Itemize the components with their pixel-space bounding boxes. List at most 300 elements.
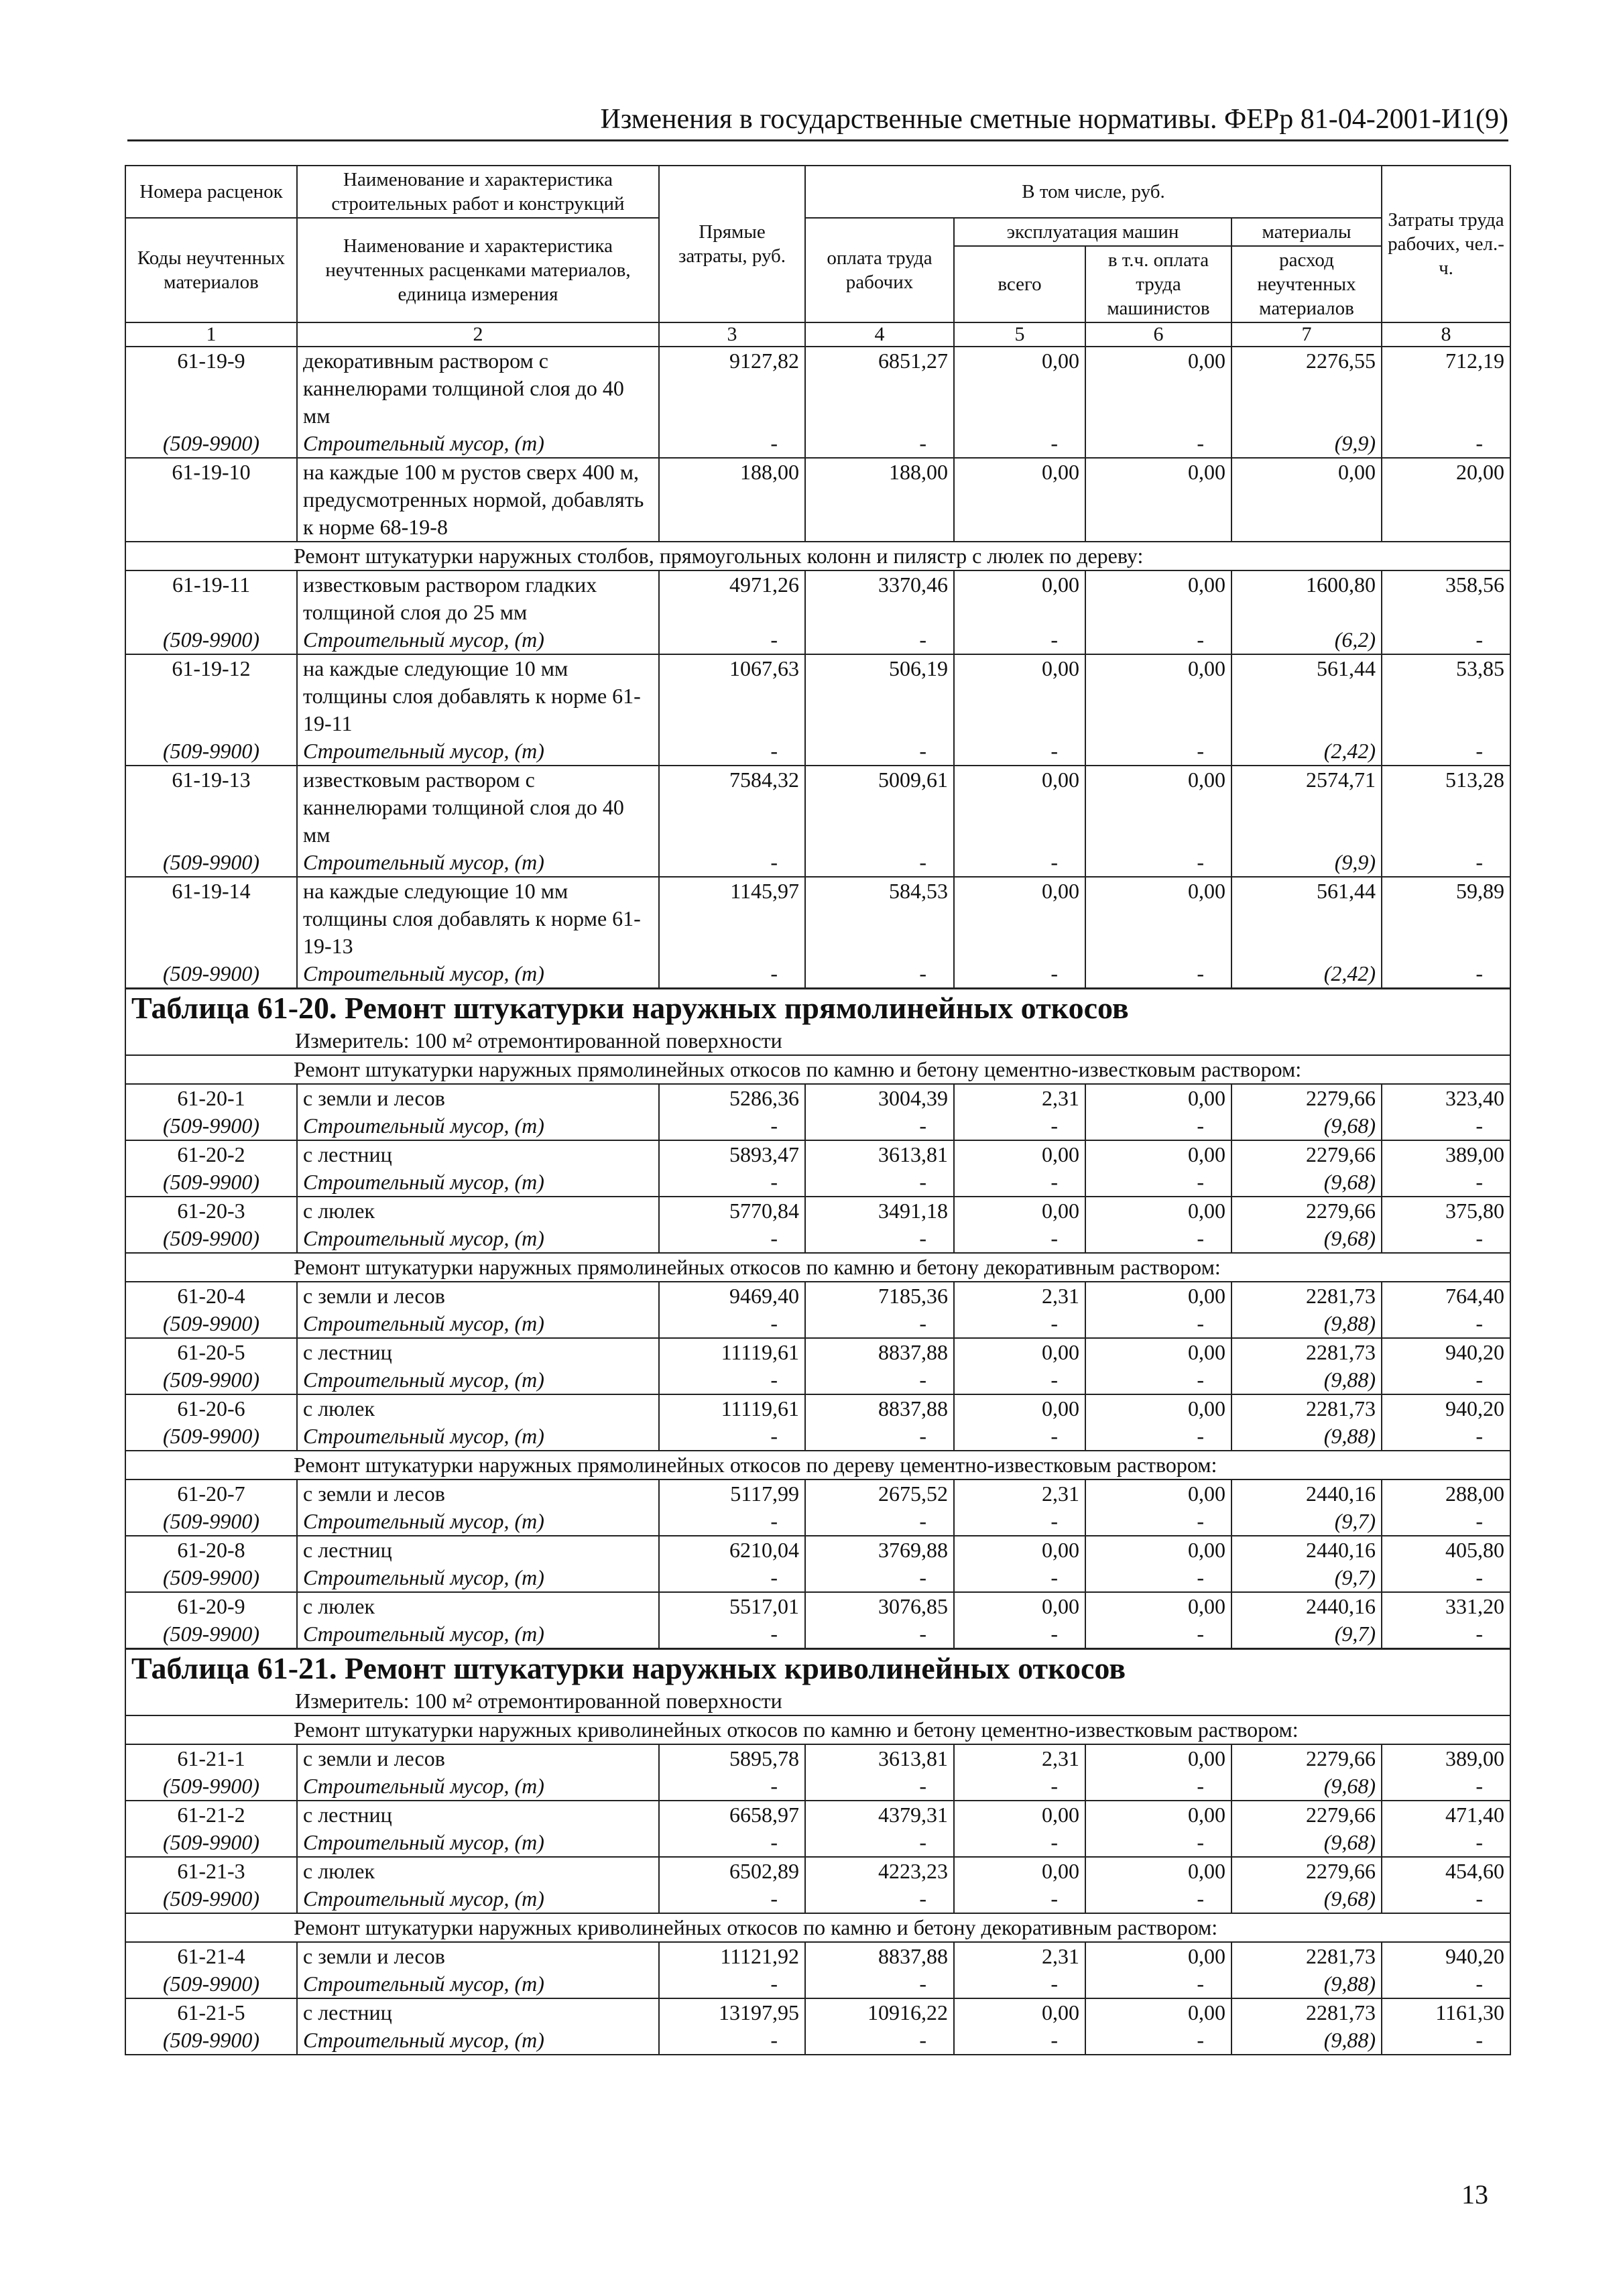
- material-value-cell: -: [1085, 1168, 1231, 1197]
- column-number: 7: [1231, 322, 1382, 347]
- col-worker-pay-header: оплата труда рабочих: [805, 218, 954, 322]
- section-header-row: [125, 1055, 1510, 1084]
- value-cell: 0,00: [1085, 1394, 1231, 1423]
- material-value-cell: (9,88): [1231, 2027, 1382, 2055]
- material-value-cell: -: [805, 1508, 954, 1536]
- material-name-cell: Строительный мусор, (т): [297, 1225, 659, 1253]
- value-cell: 0,00: [954, 1857, 1085, 1885]
- value-cell: 3004,39: [805, 1084, 954, 1112]
- measure-row: [125, 1027, 1510, 1055]
- value-cell: 940,20: [1382, 1942, 1510, 1970]
- material-value-cell: -: [1085, 626, 1231, 654]
- material-name-cell: Строительный мусор, (т): [297, 1564, 659, 1592]
- measure-row: [125, 1687, 1510, 1715]
- section-header-row: [125, 1451, 1510, 1479]
- material-row: [125, 1225, 1510, 1253]
- value-cell: 331,20: [1382, 1592, 1510, 1620]
- value-cell: 2,31: [954, 1282, 1085, 1310]
- material-name-cell: Строительный мусор, (т): [297, 1366, 659, 1394]
- value-cell: 5117,99: [659, 1479, 805, 1508]
- value-cell: 940,20: [1382, 1394, 1510, 1423]
- table-row: [125, 1857, 1510, 1885]
- material-value-cell: (9,88): [1231, 1970, 1382, 1998]
- material-value-cell: -: [1382, 1829, 1510, 1857]
- value-cell: 764,40: [1382, 1282, 1510, 1310]
- value-cell: 2281,73: [1231, 1282, 1382, 1310]
- rate-code-cell: 61-20-6: [125, 1394, 297, 1423]
- rate-code-cell: 61-19-14: [125, 877, 297, 960]
- value-cell: 8837,88: [805, 1394, 954, 1423]
- material-value-cell: -: [805, 1970, 954, 1998]
- value-cell: 0,00: [1085, 1857, 1231, 1885]
- table-row: [125, 766, 1510, 849]
- value-cell: 5286,36: [659, 1084, 805, 1112]
- col-labor-hours-header: Затраты труда рабочих, чел.-ч.: [1382, 166, 1510, 322]
- table-title: Таблица 61-20. Ремонт штукатурки наружных прямолинейных откосов: [125, 989, 1510, 1028]
- table-row: [125, 1140, 1510, 1168]
- material-value-cell: -: [1382, 849, 1510, 877]
- material-row: [125, 1112, 1510, 1140]
- material-value-cell: -: [805, 960, 954, 989]
- value-cell: 0,00: [1085, 766, 1231, 849]
- value-cell: 513,28: [1382, 766, 1510, 849]
- material-row: [125, 1366, 1510, 1394]
- material-code-cell: (509-9900): [125, 1225, 297, 1253]
- material-value-cell: -: [1085, 1423, 1231, 1451]
- table-row: [125, 1744, 1510, 1772]
- value-cell: 9127,82: [659, 347, 805, 430]
- value-cell: 0,00: [1085, 654, 1231, 737]
- material-value-cell: -: [659, 1620, 805, 1649]
- material-value-cell: -: [659, 430, 805, 458]
- value-cell: 471,40: [1382, 1801, 1510, 1829]
- material-value-cell: -: [954, 430, 1085, 458]
- material-value-cell: -: [954, 626, 1085, 654]
- material-name-cell: Строительный мусор, (т): [297, 1508, 659, 1536]
- value-cell: 2279,66: [1231, 1744, 1382, 1772]
- material-value-cell: -: [659, 849, 805, 877]
- table-row: [125, 1084, 1510, 1112]
- value-cell: 561,44: [1231, 654, 1382, 737]
- material-code-cell: (509-9900): [125, 1620, 297, 1649]
- table-title-row: [125, 989, 1510, 1028]
- value-cell: 0,00: [954, 1998, 1085, 2027]
- value-cell: 2279,66: [1231, 1140, 1382, 1168]
- value-cell: 11121,92: [659, 1942, 805, 1970]
- value-cell: 288,00: [1382, 1479, 1510, 1508]
- material-name-cell: Строительный мусор, (т): [297, 849, 659, 877]
- table-title-row: [125, 1649, 1510, 1688]
- work-name-cell: на каждые 100 м рустов сверх 400 м, предусмотренных нормой, добавлять к норме 68-19-8: [297, 458, 659, 542]
- value-cell: 2440,16: [1231, 1536, 1382, 1564]
- column-number: 8: [1382, 322, 1510, 347]
- value-cell: 2279,66: [1231, 1084, 1382, 1112]
- material-value-cell: -: [659, 1423, 805, 1451]
- table-header: [125, 166, 1510, 347]
- material-value-cell: -: [1085, 1620, 1231, 1649]
- rate-code-cell: 61-20-1: [125, 1084, 297, 1112]
- value-cell: 2279,66: [1231, 1857, 1382, 1885]
- work-name-cell: на каждые следующие 10 мм толщины слоя добавлять к норме 61-19-13: [297, 877, 659, 960]
- rate-code-cell: 61-21-5: [125, 1998, 297, 2027]
- column-numbers-row: [125, 322, 1510, 347]
- value-cell: 0,00: [1085, 1998, 1231, 2027]
- material-value-cell: -: [659, 737, 805, 766]
- column-number: 2: [297, 322, 659, 347]
- col-work-name-header: Наименование и характеристика строительных работ и конструкций: [297, 166, 659, 218]
- col-material-name-header: Наименование и характеристика неучтенных расценками материалов, единица измерения: [297, 218, 659, 322]
- material-value-cell: (9,88): [1231, 1366, 1382, 1394]
- material-row: [125, 430, 1510, 458]
- material-row: [125, 1970, 1510, 1998]
- value-cell: 0,00: [954, 1801, 1085, 1829]
- value-cell: 0,00: [1085, 877, 1231, 960]
- value-cell: 323,40: [1382, 1084, 1510, 1112]
- material-name-cell: Строительный мусор, (т): [297, 2027, 659, 2055]
- value-cell: 0,00: [1085, 1140, 1231, 1168]
- table-row: [125, 877, 1510, 960]
- material-value-cell: -: [659, 1112, 805, 1140]
- rate-code-cell: 61-21-3: [125, 1857, 297, 1885]
- value-cell: 5517,01: [659, 1592, 805, 1620]
- material-value-cell: (6,2): [1231, 626, 1382, 654]
- work-name-cell: с земли и лесов: [297, 1282, 659, 1310]
- table-row: [125, 347, 1510, 430]
- section-header-row: [125, 1715, 1510, 1744]
- value-cell: 6502,89: [659, 1857, 805, 1885]
- value-cell: 0,00: [1085, 1282, 1231, 1310]
- material-value-cell: -: [805, 1112, 954, 1140]
- material-row: [125, 849, 1510, 877]
- rates-table: [125, 165, 1511, 2055]
- material-value-cell: -: [1382, 1620, 1510, 1649]
- value-cell: 506,19: [805, 654, 954, 737]
- value-cell: 5770,84: [659, 1197, 805, 1225]
- material-value-cell: (9,7): [1231, 1620, 1382, 1649]
- rate-code-cell: 61-21-4: [125, 1942, 297, 1970]
- material-name-cell: Строительный мусор, (т): [297, 430, 659, 458]
- rate-code-cell: 61-19-13: [125, 766, 297, 849]
- value-cell: 188,00: [805, 458, 954, 542]
- rate-code-cell: 61-20-3: [125, 1197, 297, 1225]
- value-cell: 5895,78: [659, 1744, 805, 1772]
- material-value-cell: -: [659, 1772, 805, 1801]
- table-row: [125, 1801, 1510, 1829]
- measure-unit: Измеритель: 100 м² отремонтированной поверхности: [125, 1027, 1510, 1055]
- material-value-cell: (9,68): [1231, 1168, 1382, 1197]
- material-value-cell: -: [1382, 1772, 1510, 1801]
- material-code-cell: (509-9900): [125, 1310, 297, 1338]
- value-cell: 389,00: [1382, 1744, 1510, 1772]
- material-value-cell: -: [1085, 737, 1231, 766]
- material-name-cell: Строительный мусор, (т): [297, 1772, 659, 1801]
- material-value-cell: -: [805, 430, 954, 458]
- table-row: [125, 458, 1510, 542]
- work-name-cell: с люлек: [297, 1592, 659, 1620]
- value-cell: 940,20: [1382, 1338, 1510, 1366]
- material-value-cell: -: [1382, 1564, 1510, 1592]
- value-cell: 10916,22: [805, 1998, 954, 2027]
- table-row: [125, 1942, 1510, 1970]
- material-value-cell: (9,7): [1231, 1564, 1382, 1592]
- value-cell: 2574,71: [1231, 766, 1382, 849]
- table-row: [125, 1592, 1510, 1620]
- value-cell: 712,19: [1382, 347, 1510, 430]
- column-number: 4: [805, 322, 954, 347]
- value-cell: 0,00: [954, 1197, 1085, 1225]
- value-cell: 0,00: [954, 654, 1085, 737]
- material-name-cell: Строительный мусор, (т): [297, 1970, 659, 1998]
- material-value-cell: (9,68): [1231, 1225, 1382, 1253]
- value-cell: 0,00: [1085, 347, 1231, 430]
- value-cell: 2440,16: [1231, 1479, 1382, 1508]
- material-value-cell: -: [1382, 1508, 1510, 1536]
- value-cell: 454,60: [1382, 1857, 1510, 1885]
- column-number: 5: [954, 322, 1085, 347]
- material-value-cell: -: [1085, 430, 1231, 458]
- value-cell: 2281,73: [1231, 1338, 1382, 1366]
- value-cell: 0,00: [1085, 1942, 1231, 1970]
- material-row: [125, 1564, 1510, 1592]
- work-name-cell: известковым раствором с каннелюрами толщиной слоя до 40 мм: [297, 766, 659, 849]
- value-cell: 0,00: [1085, 1744, 1231, 1772]
- material-value-cell: (9,68): [1231, 1772, 1382, 1801]
- table-row: [125, 1394, 1510, 1423]
- work-name-cell: с земли и лесов: [297, 1744, 659, 1772]
- material-name-cell: Строительный мусор, (т): [297, 1112, 659, 1140]
- work-name-cell: с земли и лесов: [297, 1084, 659, 1112]
- value-cell: 7584,32: [659, 766, 805, 849]
- table-row: [125, 654, 1510, 737]
- material-value-cell: -: [1382, 1423, 1510, 1451]
- table-row: [125, 1282, 1510, 1310]
- material-value-cell: -: [805, 1829, 954, 1857]
- value-cell: 8837,88: [805, 1338, 954, 1366]
- value-cell: 0,00: [1085, 1084, 1231, 1112]
- value-cell: 0,00: [1085, 1197, 1231, 1225]
- material-code-cell: (509-9900): [125, 1112, 297, 1140]
- material-row: [125, 960, 1510, 989]
- value-cell: 0,00: [1085, 1479, 1231, 1508]
- value-cell: 5893,47: [659, 1140, 805, 1168]
- material-value-cell: -: [954, 737, 1085, 766]
- col-machines-header: эксплуатация машин: [954, 218, 1231, 246]
- work-name-cell: с люлек: [297, 1197, 659, 1225]
- col-including-header: В том числе, руб.: [805, 166, 1382, 218]
- value-cell: 8837,88: [805, 1942, 954, 1970]
- material-value-cell: -: [1382, 960, 1510, 989]
- value-cell: 2279,66: [1231, 1197, 1382, 1225]
- col-material-usage-header: расход неучтенных материалов: [1231, 246, 1382, 322]
- value-cell: 6658,97: [659, 1801, 805, 1829]
- material-value-cell: (9,9): [1231, 430, 1382, 458]
- value-cell: 358,56: [1382, 570, 1510, 626]
- material-name-cell: Строительный мусор, (т): [297, 626, 659, 654]
- material-row: [125, 1508, 1510, 1536]
- material-value-cell: -: [1085, 2027, 1231, 2055]
- running-header: Изменения в государственные сметные нормативы. ФЕРр 81-04-2001-И1(9): [127, 101, 1508, 141]
- material-row: [125, 1168, 1510, 1197]
- material-value-cell: -: [954, 849, 1085, 877]
- material-name-cell: Строительный мусор, (т): [297, 737, 659, 766]
- value-cell: 0,00: [954, 877, 1085, 960]
- material-value-cell: -: [1085, 849, 1231, 877]
- material-code-cell: (509-9900): [125, 737, 297, 766]
- material-value-cell: -: [1085, 1772, 1231, 1801]
- material-name-cell: Строительный мусор, (т): [297, 1310, 659, 1338]
- work-name-cell: с люлек: [297, 1394, 659, 1423]
- section-title: Ремонт штукатурки наружных криволинейных откосов по камню и бетону цементно-известковым раствором:: [125, 1715, 1510, 1744]
- material-value-cell: (9,9): [1231, 849, 1382, 877]
- rate-code-cell: 61-21-2: [125, 1801, 297, 1829]
- material-value-cell: -: [1382, 2027, 1510, 2055]
- material-value-cell: (2,42): [1231, 960, 1382, 989]
- value-cell: 0,00: [954, 1394, 1085, 1423]
- material-value-cell: -: [659, 2027, 805, 2055]
- table-row: [125, 570, 1510, 626]
- material-code-cell: (509-9900): [125, 626, 297, 654]
- material-row: [125, 626, 1510, 654]
- value-cell: 0,00: [954, 1536, 1085, 1564]
- table-row: [125, 1197, 1510, 1225]
- value-cell: 405,80: [1382, 1536, 1510, 1564]
- material-value-cell: -: [954, 1423, 1085, 1451]
- value-cell: 3613,81: [805, 1140, 954, 1168]
- material-value-cell: -: [659, 1829, 805, 1857]
- value-cell: 1161,30: [1382, 1998, 1510, 2027]
- value-cell: 2,31: [954, 1942, 1085, 1970]
- material-row: [125, 1310, 1510, 1338]
- material-value-cell: -: [954, 2027, 1085, 2055]
- value-cell: 9469,40: [659, 1282, 805, 1310]
- material-value-cell: -: [805, 1225, 954, 1253]
- value-cell: 561,44: [1231, 877, 1382, 960]
- value-cell: 6851,27: [805, 347, 954, 430]
- page-number: 13: [1461, 2179, 1488, 2210]
- material-code-cell: (509-9900): [125, 2027, 297, 2055]
- material-name-cell: Строительный мусор, (т): [297, 1885, 659, 1913]
- material-value-cell: (9,68): [1231, 1112, 1382, 1140]
- section-header-row: [125, 1913, 1510, 1942]
- work-name-cell: с земли и лесов: [297, 1479, 659, 1508]
- value-cell: 2281,73: [1231, 1998, 1382, 2027]
- material-value-cell: -: [1382, 737, 1510, 766]
- material-code-cell: (509-9900): [125, 1772, 297, 1801]
- value-cell: 0,00: [954, 458, 1085, 542]
- value-cell: 1145,97: [659, 877, 805, 960]
- material-value-cell: -: [659, 1970, 805, 1998]
- material-row: [125, 737, 1510, 766]
- value-cell: 2,31: [954, 1479, 1085, 1508]
- material-value-cell: -: [805, 626, 954, 654]
- section-title: Ремонт штукатурки наружных прямолинейных откосов по дереву цементно-известковым раствором:: [125, 1451, 1510, 1479]
- work-name-cell: с люлек: [297, 1857, 659, 1885]
- material-row: [125, 1772, 1510, 1801]
- material-row: [125, 1620, 1510, 1649]
- material-name-cell: Строительный мусор, (т): [297, 960, 659, 989]
- value-cell: 0,00: [1085, 458, 1231, 542]
- material-value-cell: (9,68): [1231, 1885, 1382, 1913]
- value-cell: 0,00: [954, 347, 1085, 430]
- material-name-cell: Строительный мусор, (т): [297, 1168, 659, 1197]
- material-row: [125, 2027, 1510, 2055]
- material-value-cell: -: [659, 1564, 805, 1592]
- material-value-cell: -: [1382, 1168, 1510, 1197]
- value-cell: 11119,61: [659, 1394, 805, 1423]
- material-row: [125, 1829, 1510, 1857]
- material-value-cell: -: [954, 1970, 1085, 1998]
- material-value-cell: -: [1085, 1970, 1231, 1998]
- table-row: [125, 1998, 1510, 2027]
- column-number: 1: [125, 322, 297, 347]
- table-title: Таблица 61-21. Ремонт штукатурки наружных криволинейных откосов: [125, 1649, 1510, 1688]
- material-name-cell: Строительный мусор, (т): [297, 1423, 659, 1451]
- material-value-cell: -: [1085, 1829, 1231, 1857]
- value-cell: 0,00: [1085, 1801, 1231, 1829]
- material-value-cell: -: [954, 1310, 1085, 1338]
- material-value-cell: -: [1085, 1508, 1231, 1536]
- rate-code-cell: 61-20-7: [125, 1479, 297, 1508]
- rate-code-cell: 61-20-4: [125, 1282, 297, 1310]
- material-value-cell: -: [1382, 626, 1510, 654]
- section-header-row: [125, 542, 1510, 570]
- material-value-cell: -: [954, 1225, 1085, 1253]
- material-value-cell: -: [1382, 1310, 1510, 1338]
- material-value-cell: -: [659, 626, 805, 654]
- material-value-cell: -: [805, 1772, 954, 1801]
- material-value-cell: -: [1085, 1225, 1231, 1253]
- material-value-cell: -: [954, 960, 1085, 989]
- material-code-cell: (509-9900): [125, 1564, 297, 1592]
- material-value-cell: -: [805, 1310, 954, 1338]
- material-value-cell: -: [659, 1885, 805, 1913]
- value-cell: 0,00: [954, 1338, 1085, 1366]
- material-value-cell: -: [805, 2027, 954, 2055]
- work-name-cell: с лестниц: [297, 1140, 659, 1168]
- material-value-cell: -: [1382, 1225, 1510, 1253]
- value-cell: 59,89: [1382, 877, 1510, 960]
- material-value-cell: (2,42): [1231, 737, 1382, 766]
- value-cell: 20,00: [1382, 458, 1510, 542]
- material-value-cell: -: [659, 1366, 805, 1394]
- material-value-cell: -: [659, 960, 805, 989]
- material-value-cell: -: [805, 737, 954, 766]
- value-cell: 0,00: [1085, 1338, 1231, 1366]
- material-value-cell: -: [1382, 1885, 1510, 1913]
- material-code-cell: (509-9900): [125, 849, 297, 877]
- col-machines-total-header: всего: [954, 246, 1085, 322]
- rate-code-cell: 61-19-11: [125, 570, 297, 626]
- material-value-cell: (9,68): [1231, 1829, 1382, 1857]
- material-code-cell: (509-9900): [125, 430, 297, 458]
- value-cell: 3769,88: [805, 1536, 954, 1564]
- material-value-cell: -: [1382, 1970, 1510, 1998]
- value-cell: 2,31: [954, 1744, 1085, 1772]
- value-cell: 11119,61: [659, 1338, 805, 1366]
- material-code-cell: (509-9900): [125, 1885, 297, 1913]
- value-cell: 6210,04: [659, 1536, 805, 1564]
- material-name-cell: Строительный мусор, (т): [297, 1829, 659, 1857]
- value-cell: 3076,85: [805, 1592, 954, 1620]
- material-value-cell: -: [954, 1772, 1085, 1801]
- section-title: Ремонт штукатурки наружных прямолинейных откосов по камню и бетону цементно-известковым раствором:: [125, 1055, 1510, 1084]
- material-value-cell: -: [805, 1620, 954, 1649]
- column-number: 6: [1085, 322, 1231, 347]
- material-value-cell: -: [954, 1829, 1085, 1857]
- value-cell: 0,00: [954, 1592, 1085, 1620]
- value-cell: 2440,16: [1231, 1592, 1382, 1620]
- value-cell: 3613,81: [805, 1744, 954, 1772]
